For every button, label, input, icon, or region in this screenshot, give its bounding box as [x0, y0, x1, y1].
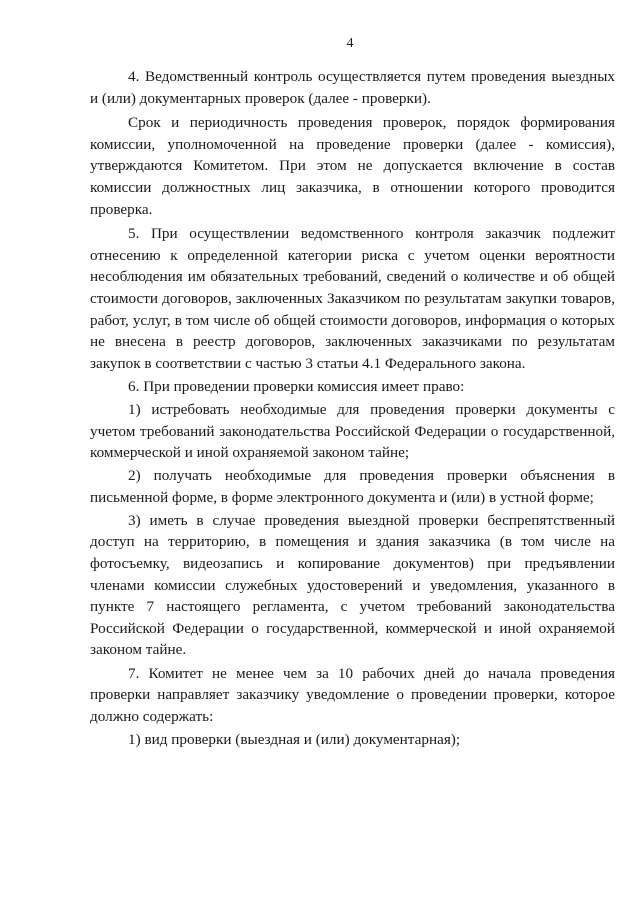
paragraph-6-commission-rights: 6. При проведении проверки комиссия имеет право: — [128, 377, 465, 395]
paragraph-inspection-terms: Срок и периодичность проведения проверок, порядок формирования комиссии, уполномоченной на проведение проверки (далее - комиссия), утверждаются Комитетом. При этом не допускается включение в состав комиссии должностных лиц заказчика, в отношении которого проводится проверка. — [90, 114, 615, 218]
paragraph-7-notification: 7. Комитет не менее чем за 10 рабочих дней до начала проведения проверки направляет заказчику уведомление о проведении проверки, которое должно содержать: — [90, 664, 615, 725]
list-item-request-documents: 1) истребовать необходимые для проведения проверки документы с учетом требований законодательства Российской Федерации о государственной, коммерческой и иной охраняемой законом тайне; — [90, 400, 615, 462]
page-number: 4 — [346, 36, 354, 51]
paragraph-5-risk-category: 5. При осуществлении ведомственного контроля заказчик подлежит отнесению к определенной категории риска с учетом оценки вероятности несоблюдения им обязательных требований, сведений о количестве и об общей стоимости договоров, заключенных Заказчиком по результатам закупки товаров, работ, услуг, в том числе об общей стоимости договоров, информация о которых не внесена в реестр договоров, заключенных заказчиками по результатам закупок в соответствии с частью 3 статьи 4.1 Федерального закона. — [90, 225, 615, 372]
list-item-site-access: 3) иметь в случае проведения выездной проверки беспрепятственный доступ на территорию, в помещения и здания заказчика (в том числе на фотосъемку, видеозапись и копирование документов) при предъявлении членами комиссии служебных удостоверений и уведомления, указанного в пункте 7 настоящего регламента, с учетом требований законодательства Российской Федерации о государственной, коммерческой и иной охраняемой законом тайне. — [90, 511, 615, 659]
paragraph-4-inspections: 4. Ведомственный контроль осуществляется путем проведения выездных и (или) документарных проверок (далее - проверки). — [90, 68, 615, 107]
document-body — [90, 66, 615, 752]
list-item-inspection-type: 1) вид проверки (выездная и (или) документарная); — [128, 730, 461, 748]
list-item-obtain-explanations: 2) получать необходимые для проведения проверки объяснения в письменной форме, в форме электронного документа и (или) в устной форме; — [90, 467, 615, 506]
